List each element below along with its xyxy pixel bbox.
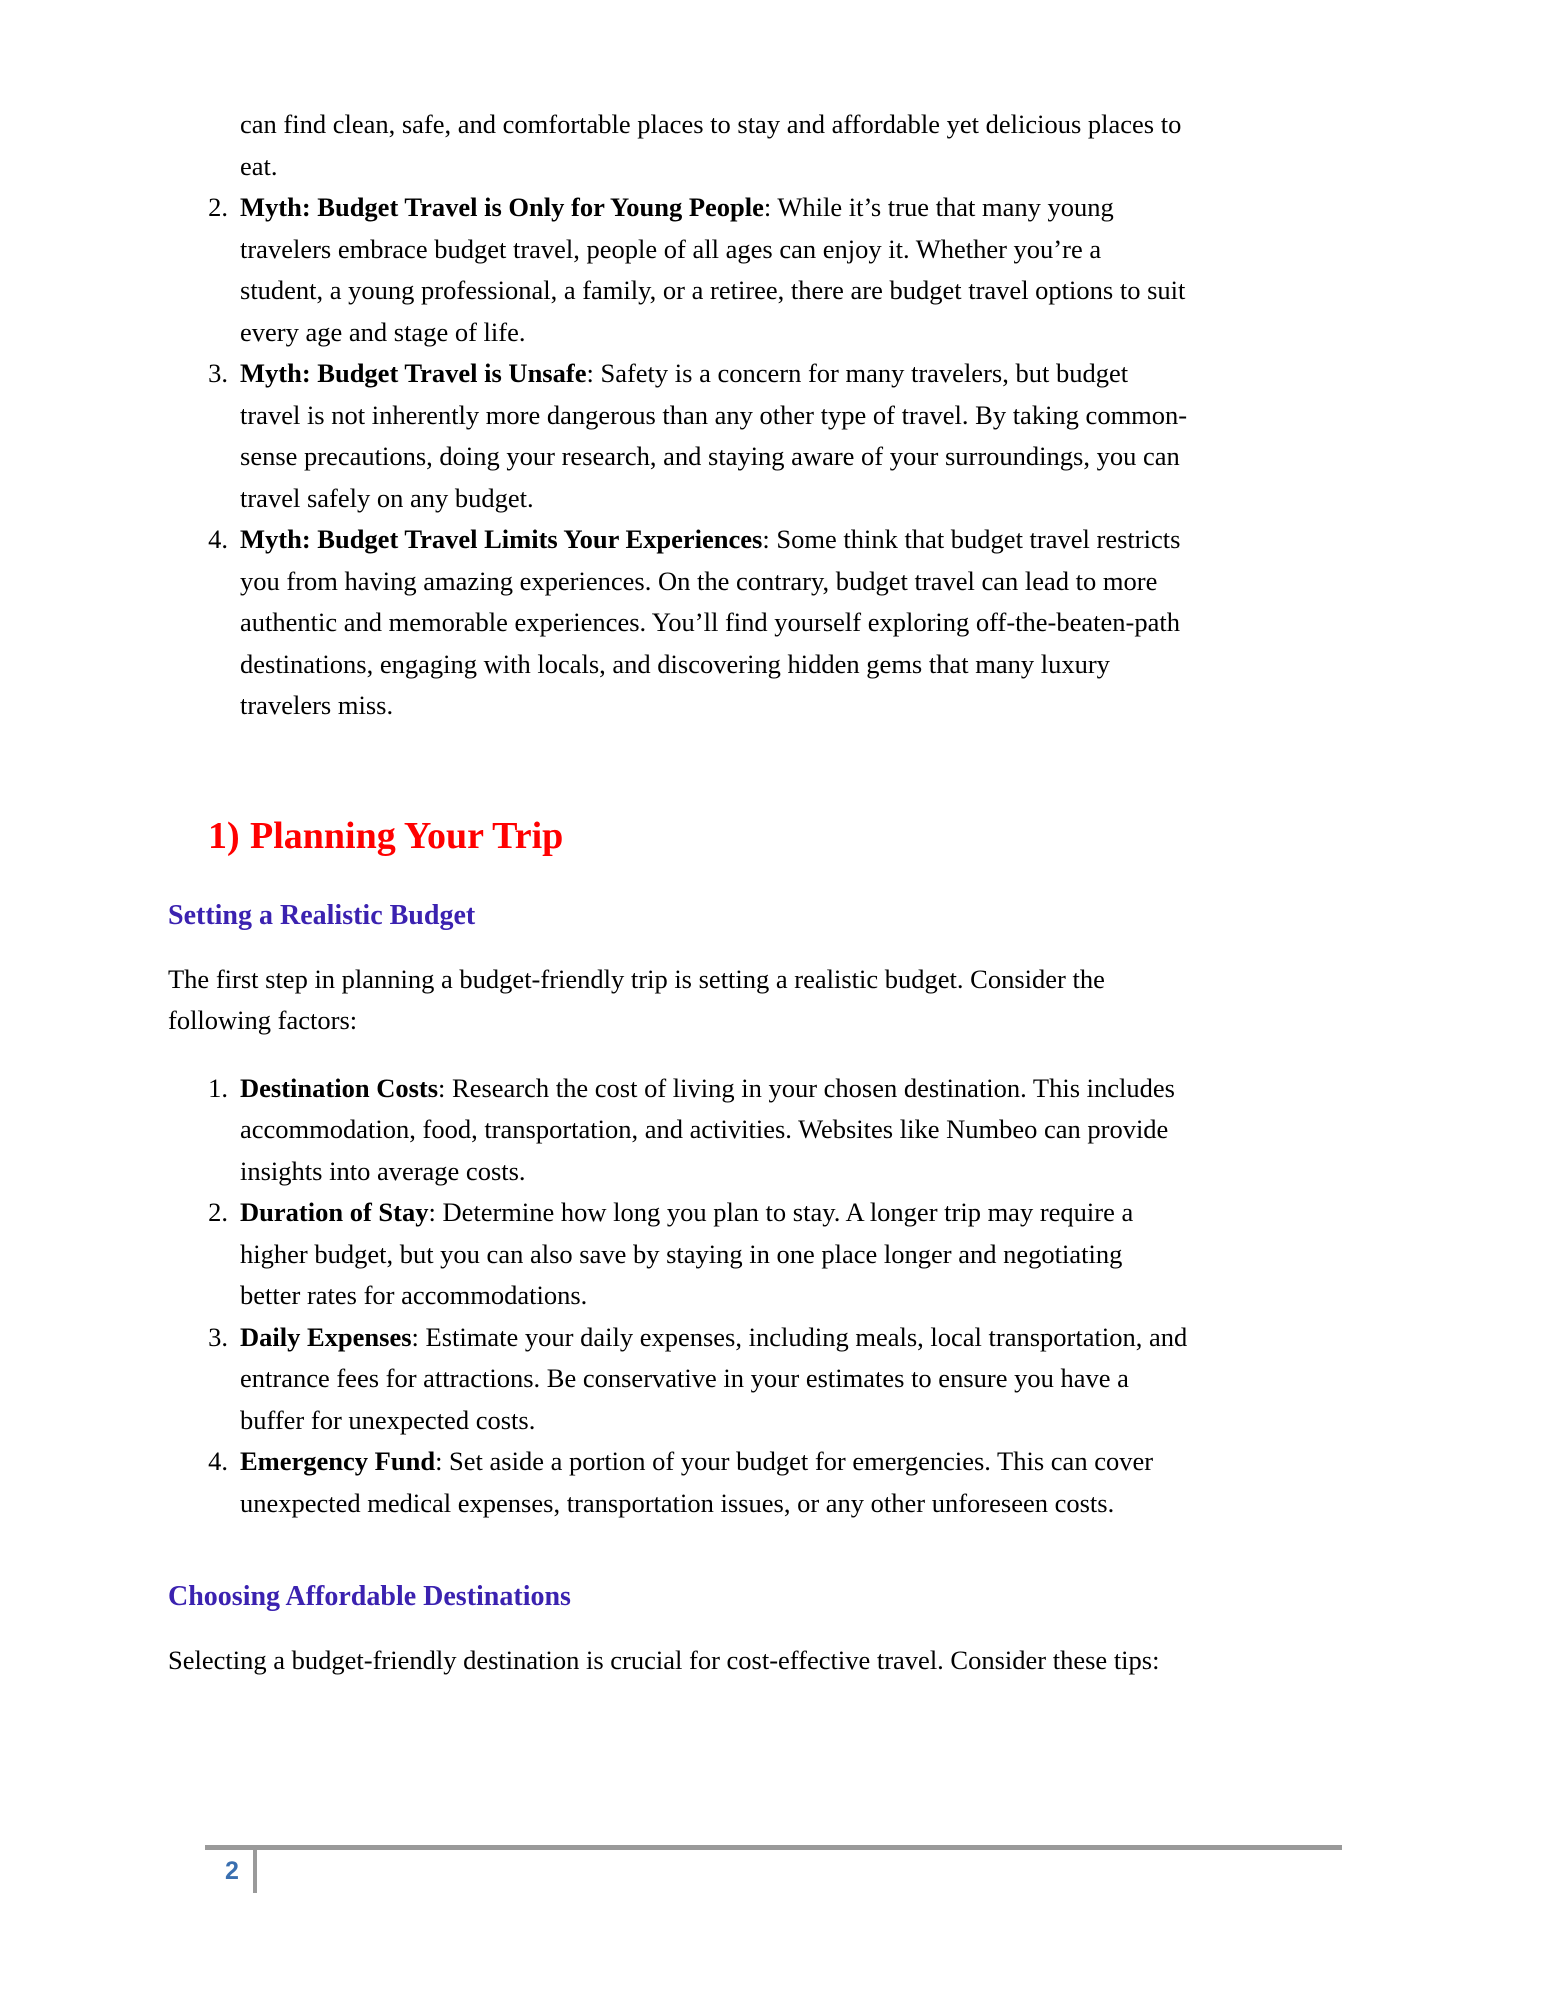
destinations-intro-paragraph: Selecting a budget-friendly destination is crucial for cost-effective travel. Consider these tips:	[168, 1645, 1160, 1675]
section-heading-title: Planning Your Trip	[250, 814, 564, 857]
list-item-body: : While it’s true that many young travelers embrace budget travel, people of all ages can enjoy it. Whether you’re a student, a young professional, a family, or a retiree, there are budget travel options to suit every age and stage of life.	[240, 192, 1186, 347]
list-item-lead: Myth: Budget Travel is Unsafe	[240, 358, 587, 388]
list-item-number: 2.	[208, 1197, 228, 1227]
list-spacer	[168, 1524, 1188, 1580]
footer-page-number-bar	[253, 1845, 257, 1893]
subheading-spacer-2	[168, 1614, 1188, 1640]
list-item-body: : Research the cost of living in your chosen destination. This includes accommodation, food, transportation, and activities. Websites like Numbeo can provide insights into average costs.	[240, 1072, 1175, 1186]
list-item-number: 4.	[208, 524, 228, 554]
list-item-number: 3.	[208, 358, 228, 388]
section-spacer	[168, 727, 1188, 813]
list-item-number: 2.	[208, 192, 228, 222]
list-item-continuation-text: can find clean, safe, and comfortable places to stay and affordable yet delicious places to eat.	[240, 109, 1182, 181]
list-item	[168, 353, 1188, 519]
list-item-lead: Myth: Budget Travel is Only for Young People	[240, 192, 764, 222]
list-item	[168, 1068, 1188, 1193]
list-item-lead: Duration of Stay	[240, 1197, 429, 1227]
list-item-number: 4.	[208, 1446, 228, 1476]
list-item	[168, 519, 1188, 727]
subheading-choosing-affordable-destinations: Choosing Affordable Destinations	[168, 1581, 571, 1612]
paragraph-spacer	[168, 1042, 1188, 1068]
subheading-spacer	[168, 933, 1188, 959]
list-item-number: 3.	[208, 1321, 228, 1352]
myths-list	[168, 187, 1188, 727]
list-item	[168, 1441, 1188, 1524]
heading-spacer	[168, 859, 1188, 899]
page-number: 2	[225, 1857, 239, 1885]
list-item-body: : Estimate your daily expenses, including meals, local transportation, and entrance fees for attractions. Be conservative in your estimates to ensure you have a buffer for unexpected costs.	[240, 1321, 1188, 1435]
budget-intro-paragraph: The first step in planning a budget-friendly trip is setting a realistic budget. Consider the following factors:	[168, 963, 1105, 1035]
list-item	[168, 1192, 1188, 1317]
section-heading	[168, 813, 1188, 859]
list-item-body: : Set aside a portion of your budget for emergencies. This can cover unexpected medical expenses, transportation issues, or any other unforeseen costs.	[240, 1446, 1154, 1518]
list-item-lead: Myth: Budget Travel Limits Your Experiences	[240, 524, 763, 554]
budget-factors-list	[168, 1068, 1188, 1525]
list-item	[168, 187, 1188, 353]
page-content	[168, 104, 1188, 1682]
list-item-number: 1.	[208, 1072, 228, 1103]
list-item-body: : Safety is a concern for many travelers, but budget travel is not inherently more dangerous than any other type of travel. By taking common-sense precautions, doing your research, and staying aware of your surroundings, you can travel safely on any budget.	[240, 358, 1188, 513]
list-item	[168, 1317, 1188, 1442]
subheading-setting-a-realistic-budget: Setting a Realistic Budget	[168, 899, 476, 931]
list-item-lead: Daily Expenses	[240, 1321, 412, 1352]
footer-divider	[205, 1845, 1342, 1850]
list-item-lead: Emergency Fund	[240, 1446, 436, 1476]
list-item-body: : Determine how long you plan to stay. A longer trip may require a higher budget, but you can also save by staying in one place longer and negotiating better rates for accommodations.	[240, 1197, 1134, 1310]
section-heading-number: 1)	[208, 814, 240, 857]
list-item-lead: Destination Costs	[240, 1072, 439, 1103]
list-item-body: : Some think that budget travel restricts you from having amazing experiences. On the contrary, budget travel can lead to more authentic and memorable experiences. You’ll find yourself exploring off-the-beaten-path destinations, engaging with locals, and discovering hidden gems that many luxury travelers miss.	[240, 524, 1181, 720]
